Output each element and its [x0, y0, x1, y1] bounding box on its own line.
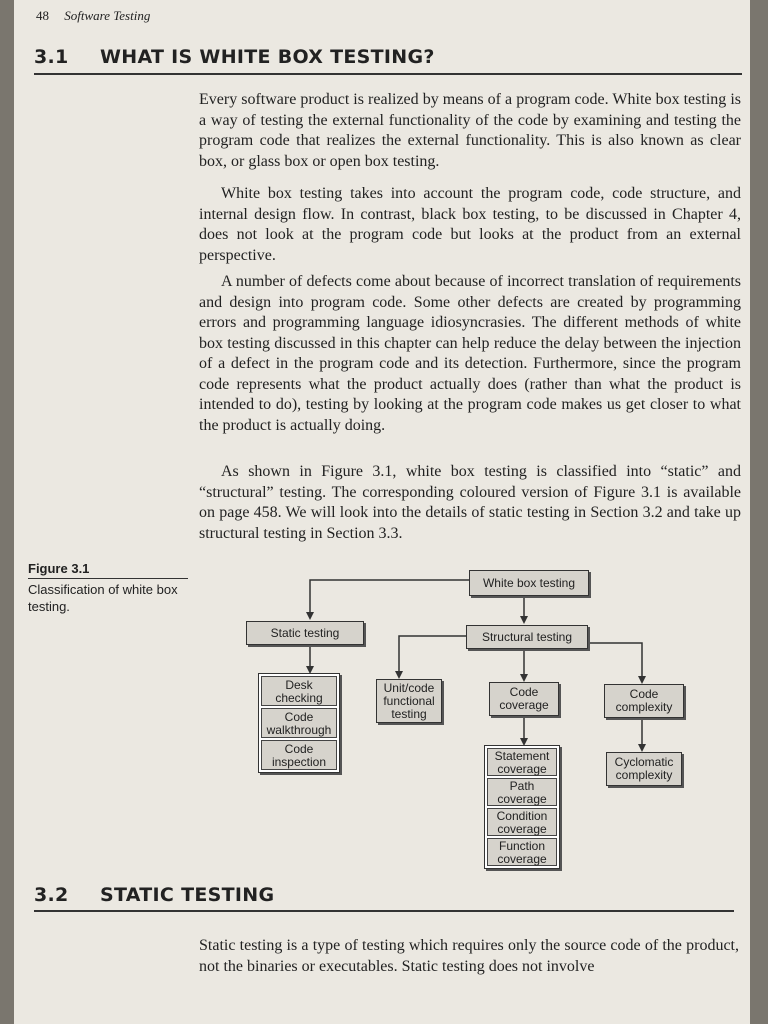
section-number: 3.1 [34, 46, 69, 68]
section-number: 3.2 [34, 884, 69, 906]
coverage-types-stack [484, 745, 560, 869]
section-heading-3-2 [34, 884, 274, 906]
page-number: 48 [36, 8, 49, 23]
figure-number: Figure 3.1 [28, 560, 188, 579]
node-white-box-testing: White box testing [469, 570, 589, 596]
node-cyclomatic-complexity: Cyclomatic complexity [606, 752, 682, 786]
diagram-connectors [14, 0, 750, 1024]
node-path-coverage: Path coverage [487, 778, 557, 806]
section-title: STATIC TESTING [100, 884, 275, 906]
node-desk-checking: Desk checking [261, 676, 337, 706]
paragraph-1: Every software product is realized by means of a program code. White box testing is a way of testing the external functionality of the code by examining and testing the program code that realizes the external functionality. This is also known as clear box, or glass box or open box testing. [199, 91, 741, 170]
node-code-coverage: Code coverage [489, 682, 559, 716]
node-code-complexity: Code complexity [604, 684, 684, 718]
node-structural-testing: Structural testing [466, 625, 588, 649]
node-unit-code-testing: Unit/code functional testing [376, 679, 442, 723]
node-statement-coverage: Statement coverage [487, 748, 557, 776]
book-title: Software Testing [64, 8, 151, 23]
paragraph-static-testing: Static testing is a type of testing which requires only the source code of the product, not the binaries or executables. Static testing does not involve [199, 937, 739, 975]
paragraph-3: A number of defects come about because of incorrect translation of requirements and design into program code. Some other defects are created by programming errors and programming language idiosyncrasies. The different methods of white box testing discussed in this chapter can help reduce the delay between the injection of a defect in the program code and its detection. Furthermore, since the program code represents what the product actually does (rather than what the product is intended to do), testing by looking at the program code makes us get closer to what the product is actually doing. [199, 273, 741, 434]
node-static-testing: Static testing [246, 621, 364, 645]
node-code-inspection: Code inspection [261, 740, 337, 770]
heading-rule-2 [34, 910, 734, 912]
node-function-coverage: Function coverage [487, 838, 557, 866]
static-methods-stack [258, 673, 340, 773]
node-code-walkthrough: Code walkthrough [261, 708, 337, 738]
paragraph-4: As shown in Figure 3.1, white box testing is classified into “static” and “structural” testing. The corresponding coloured version of Figure 3.1 is available on page 458. We will look into the details of static testing in Section 3.2 and take up structural testing in Section 3.3. [199, 463, 741, 542]
figure-caption-text: Classification of white box testing. [28, 582, 178, 614]
book-page [14, 0, 750, 1024]
node-condition-coverage: Condition coverage [487, 808, 557, 836]
section-title: WHAT IS WHITE BOX TESTING? [100, 46, 435, 68]
paragraph-2: White box testing takes into account the program code, code structure, and internal design flow. In contrast, black box testing, to be discussed in Chapter 4, does not look at the program code but looks at the product from an external perspective. [199, 185, 741, 264]
